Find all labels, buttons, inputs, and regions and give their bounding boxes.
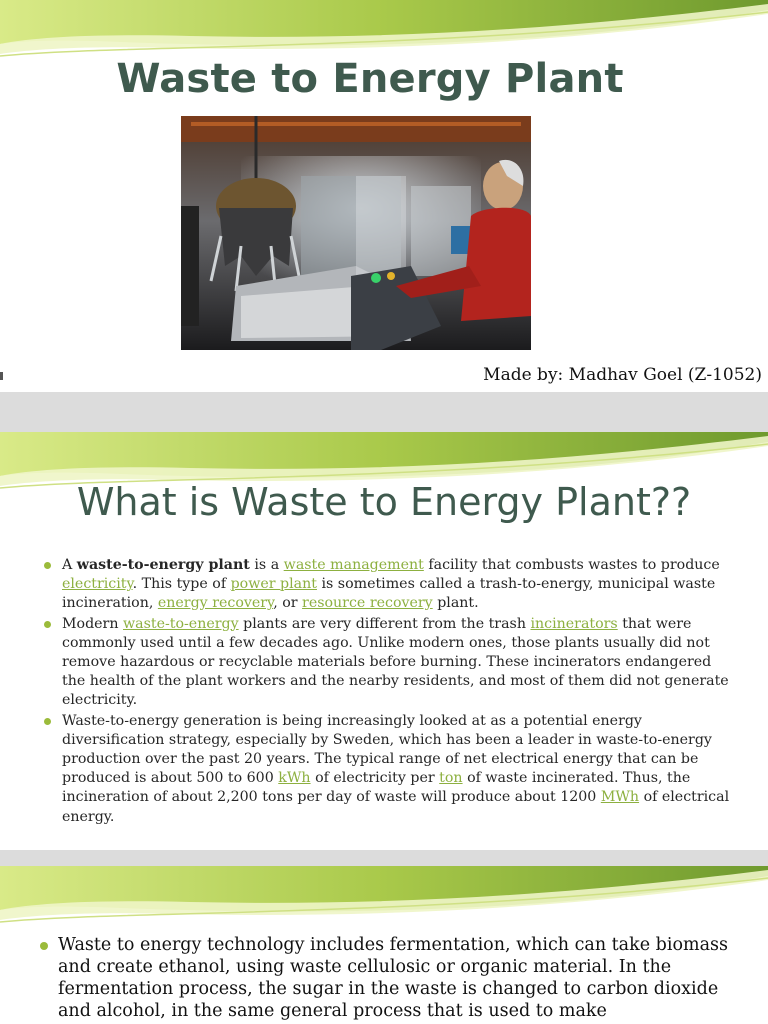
text-run: plant. (432, 595, 479, 612)
inline-link[interactable]: ton (439, 770, 463, 787)
bullet-item (38, 934, 738, 1022)
green-swoosh-header (0, 866, 768, 936)
text-run: of waste incinerated. Thus, the incineration of about 2,200 tons per day of waste will produce about 1200 (62, 770, 691, 806)
slide-3 (0, 866, 768, 1024)
bullet-dot-icon (40, 942, 48, 950)
text-run: that were commonly used until a few decades ago. Unlike modern ones, those plants usually did not remove hazardous or recyclable materials before burning. These incinerators endangered the health of the plant workers and the nearby residents, and most of them did not generate electricity. (62, 615, 729, 709)
inline-link[interactable]: resource recovery (302, 595, 433, 612)
text-run: . This type of (132, 576, 231, 593)
bold-term: waste-to-energy plant (76, 557, 250, 573)
bullet-text (62, 616, 729, 709)
bullet-item (40, 556, 730, 614)
inline-link[interactable]: power plant (230, 576, 317, 593)
text-run: of electricity per (310, 770, 440, 787)
text-run: , or (273, 595, 303, 612)
bullet-dot-icon (44, 718, 51, 725)
bullet-dot-icon (44, 621, 51, 628)
text-run: Modern (62, 615, 123, 632)
slide-gap (0, 850, 768, 866)
bullet-text (62, 557, 720, 611)
text-run: is a (249, 557, 284, 573)
inline-link[interactable]: waste-to-energy (122, 615, 239, 632)
bullet-item (40, 712, 730, 827)
text-run: plants are very different from the trash (238, 615, 531, 632)
slide-2 (0, 432, 768, 850)
text-run: A (62, 557, 77, 573)
slide-title: What is Waste to Energy Plant?? (76, 480, 692, 524)
inline-link[interactable]: waste management (283, 557, 424, 573)
bullet-list (40, 556, 730, 828)
inline-link[interactable]: incinerators (530, 615, 618, 632)
inline-link[interactable]: MWh (600, 789, 640, 806)
inline-link[interactable]: electricity (62, 576, 133, 593)
slide-1 (0, 0, 768, 392)
bullet-text (62, 713, 729, 825)
text-run: Waste-to-energy generation is being increasingly looked at as a potential energy diversification strategy, especially by Sweden, which has been a leader in waste-to-energy production over the past 20 years. The typical range of net electrical energy that can be produced is about 500 to 600 (62, 712, 712, 787)
text-run: is sometimes called a trash-to-energy, municipal waste incineration, (62, 576, 716, 612)
waste-bunker-crane-photo (181, 116, 531, 350)
text-run: facility that combusts wastes to produce (423, 557, 720, 573)
bullet-item (40, 615, 730, 711)
author-credit: Made by: Madhav Goel (Z-1052) (483, 365, 762, 385)
inline-link[interactable]: kWh (278, 770, 311, 787)
bullet-text: Waste to energy technology includes fermentation, which can take biomass and create ethanol, using waste cellulosic or organic material. In the fermentation process, the sugar in the waste is changed to carbon dioxide and alcohol, in the same general process that is used to make (58, 935, 728, 1021)
edge-mark (0, 372, 3, 380)
bullet-dot-icon (44, 562, 51, 569)
slide-gap (0, 392, 768, 432)
slide-title: Waste to Energy Plant (116, 56, 624, 102)
text-run: of electrical energy. (62, 789, 730, 825)
inline-link[interactable]: energy recovery (157, 595, 274, 612)
bullet-list (38, 934, 738, 1022)
